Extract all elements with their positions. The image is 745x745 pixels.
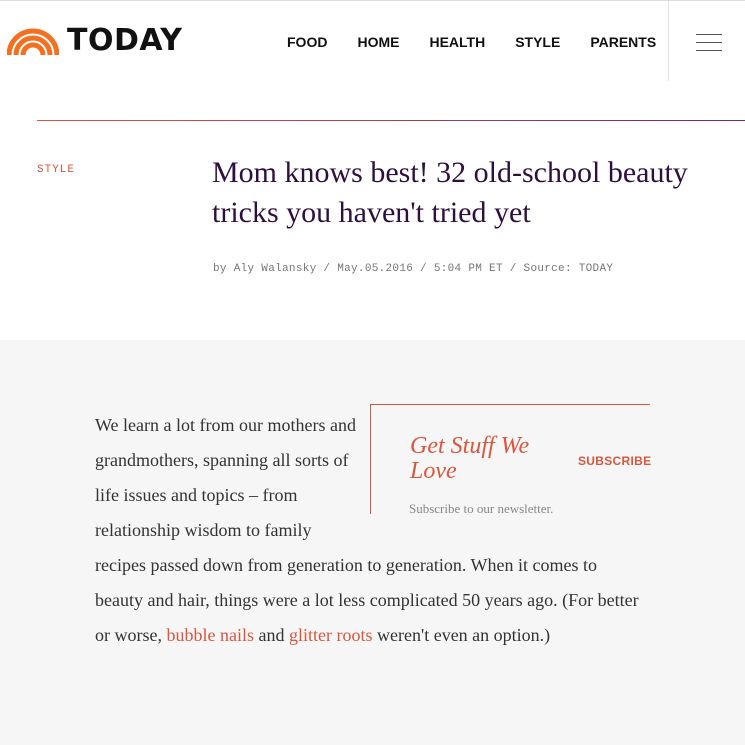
newsletter-subtitle: Subscribe to our newsletter. bbox=[409, 501, 554, 516]
bubble-nails-link[interactable]: bubble nails bbox=[166, 625, 254, 645]
header-rule bbox=[37, 120, 745, 121]
main-nav bbox=[287, 34, 686, 50]
nav-health[interactable]: HEALTH bbox=[429, 34, 486, 50]
glitter-roots-link[interactable]: glitter roots bbox=[288, 625, 373, 645]
logo-text: TODAY bbox=[67, 23, 183, 58]
nav-divider bbox=[668, 1, 669, 81]
hamburger-menu-icon[interactable] bbox=[696, 32, 722, 52]
nav-food[interactable]: FOOD bbox=[287, 34, 328, 50]
nav-parents[interactable]: PARENTS bbox=[590, 34, 657, 50]
newsletter-box bbox=[370, 404, 650, 514]
rainbow-logo-icon bbox=[7, 27, 59, 55]
section-label[interactable]: STYLE bbox=[37, 164, 76, 176]
article-headline: Mom knows best! 32 old-school beauty tricks you haven't tried yet bbox=[212, 156, 688, 229]
site-header bbox=[0, 0, 745, 80]
article-body bbox=[95, 408, 652, 653]
today-logo[interactable] bbox=[7, 23, 183, 58]
article-byline: by Aly Walansky / May.05.2016 / 5:04 PM ET / Source: TODAY bbox=[213, 263, 614, 275]
nav-style[interactable]: STYLE bbox=[515, 34, 561, 50]
newsletter-top-border bbox=[370, 404, 650, 405]
body-text-3: weren't even an option.) bbox=[372, 625, 551, 645]
subscribe-button[interactable]: SUBSCRIBE bbox=[578, 454, 652, 468]
newsletter-title: Get Stuff We Love bbox=[410, 433, 530, 484]
newsletter-left-border bbox=[370, 404, 371, 514]
body-text-2: and bbox=[253, 625, 289, 645]
body-text-1: We learn a lot from our mothers and grandmothers, spanning all sorts of life issues and topics – from relationship wisdom to family recipes passed down from generation to generation. When it comes to beauty and hair, things were a lot less complicated 50 years ago. (For better or worse, bbox=[95, 415, 639, 645]
nav-home[interactable]: HOME bbox=[357, 34, 400, 50]
